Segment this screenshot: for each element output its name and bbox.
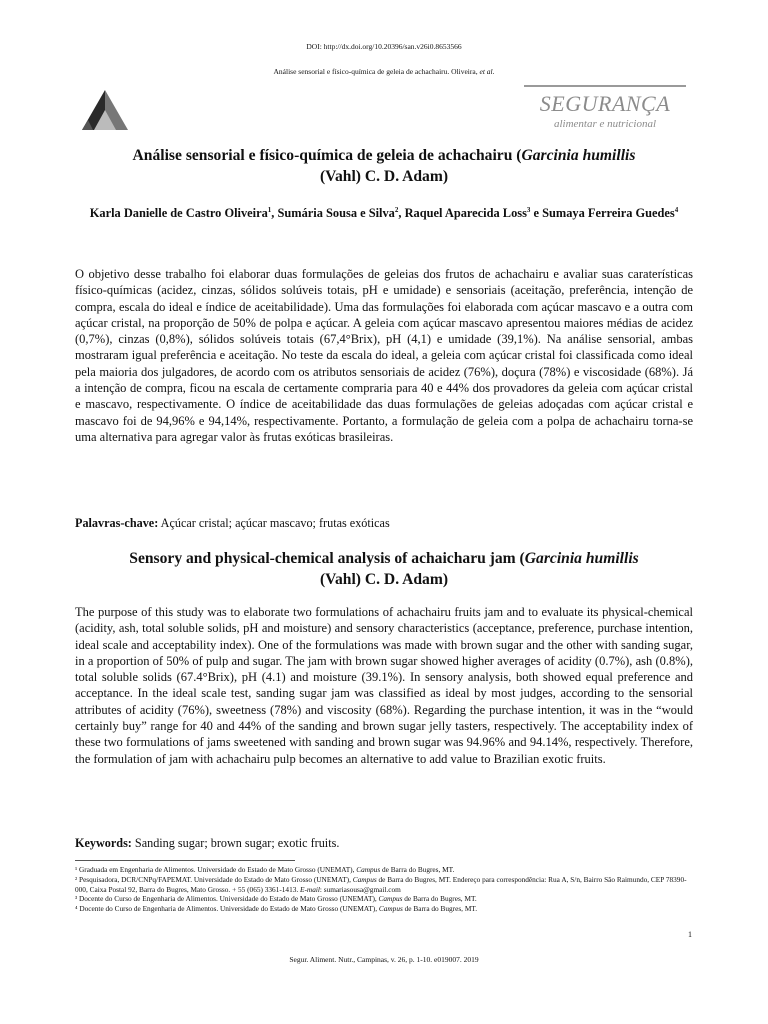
keywords-pt: Palavras-chave: Açúcar cristal; açúcar mascavo; frutas exóticas bbox=[75, 516, 390, 530]
triangle-logo-icon bbox=[80, 88, 130, 132]
keywords-en: Keywords: Sanding sugar; brown sugar; exotic fruits. bbox=[75, 836, 340, 850]
journal-subtitle: alimentar e nutricional bbox=[553, 118, 657, 130]
footnote-2: ² Pesquisadora, DCR/CNPq/FAPEMAT. Universidade do Estado de Mato Grosso (UNEMAT), Campus de Barra do Bugres, MT. Endereço para correspondência: Rua A, S/n, Bairro São Raimundo, CEP 78390-000, Caixa Postal 92, Barra do Bugres, Mato Grosso. + 55 (065) 3361-1413. E-mail: sumariasousa@gmail.com bbox=[75, 874, 687, 894]
abstract-pt: O objetivo desse trabalho foi elaborar duas formulações de geleias dos frutos de achachairu e avaliar suas caraterísticas físico-químicas (acidez, cinzas, sólidos solúveis totais, pH e umidade) e sensoriais (aceitação, preferência, intenção de compra, escala do ideal e índice de aceitabilidade). Uma das formulações foi elaborada com açúcar mascavo e a outra com açúcar cristal, na proporção de 50% de polpa e açúcar. A geleia com açúcar mascavo apresentou maiores médias de acidez (0,7%), cinzas (0,8%), sólidos solúveis totais (67,4°Brix), pH (4,1) e umidade (39,1%). Na análise sensorial, ambas mostraram igual preferência e aceitação. No teste da escala do ideal, a geleia com açúcar cristal foi classificada como ideal pela maioria dos julgadores, de acordo com os atributos sensoriais de acidez (76%), doçura (78%) e viscosidade (68%). Já a intenção de compra, ficou na escala de certamente compraria para 40 e 44% dos provadores da geleia com açúcar cristal e mascavo, respectivamente. O índice de aceitabilidade das duas formulações de geleias adoçadas com açúcar cristal e mascavo foi de 94,96% e 94,14%, respectivamente. Portanto, a formulação de geleia com a polpa de achachairu torna-se uma alternativa para agregar valor às frutas exóticas brasileiras. bbox=[75, 267, 693, 444]
title-en: Sensory and physical-chemical analysis of achaicharu jam (Garcinia humillis (Vahl) C. D. Adam) bbox=[129, 550, 639, 588]
title-pt: Análise sensorial e físico-química de geleia de achachairu (Garcinia humillis (Vahl) C. D. Adam) bbox=[132, 147, 636, 185]
author-list: Karla Danielle de Castro Oliveira$^1$, Sumária Sousa e Silva$^2$, Raquel Aparecida Loss$^3$ e Sumaya Ferreira Guedes$^4$ bbox=[89, 206, 679, 221]
journal-rule bbox=[524, 85, 686, 87]
footnote-3: ³ Docente do Curso de Engenharia de Alimentos. Universidade do Estado de Mato Grosso (UNEMAT), Campus de Barra do Bugres, MT. bbox=[75, 894, 477, 904]
page-number: 1 bbox=[688, 930, 692, 939]
journal-banner bbox=[524, 85, 686, 139]
footnote-4: ⁴ Docente do Curso de Engenharia de Alimentos. Universidade do Estado de Mato Grosso (UNEMAT), Campus de Barra do Bugres, MT. bbox=[75, 904, 478, 914]
running-title: Análise sensorial e físico-química de geleia de achachairu. Oliveira, et al. bbox=[273, 67, 495, 76]
doi-line: DOI: http://dx.doi.org/10.20396/san.v26i0.8653566 bbox=[306, 42, 462, 51]
journal-name: SEGURANÇA bbox=[539, 91, 671, 116]
footnote-1: ¹ Graduada em Engenharia de Alimentos. Universidade do Estado de Mato Grosso (UNEMAT), Campus de Barra do Bugres, MT. bbox=[75, 865, 455, 874]
footnotes bbox=[75, 865, 695, 914]
abstract-en: The purpose of this study was to elaborate two formulations of achachairu fruits jam and to evaluate its physical-chemical (acidity, ash, total soluble solids, pH and moisture) and sensory characteristics (acceptance, preference, purchase intention, ideal scale and acceptability index). One of the formulations was made with brown sugar and the other with sanding sugar, in a proportion of 50% of pulp and sugar. The jam with brown sugar showed higher averages of acidity (0.7%), ash (0.8%), total soluble solids (67.4°Brix), pH (4.1) and moisture (39.1%). In sensory analysis, both showed equal preference and acceptance. In the ideal scale test, sanding sugar jam was classified as ideal by most judges, according to the sensorial attributes of acidity (76%), sweetness (78%) and viscosity (68%). Regarding the purchase intention, it was in the “would certainly buy” range for 40 and 44% of the sanding and brown sugar jelly tasters, respectively. The acceptability index of these two formulations of jams sweetened with sanding and brown sugar was 94.96% and 94.14%, respectively. Therefore, the formulation of jam with achachairu pulp becomes an alternative to add value to Brazilian exotic fruits. bbox=[75, 605, 693, 766]
page-footer: Segur. Aliment. Nutr., Campinas, v. 26, p. 1-10. e019007. 2019 bbox=[289, 955, 479, 964]
footnote-rule bbox=[75, 860, 295, 861]
